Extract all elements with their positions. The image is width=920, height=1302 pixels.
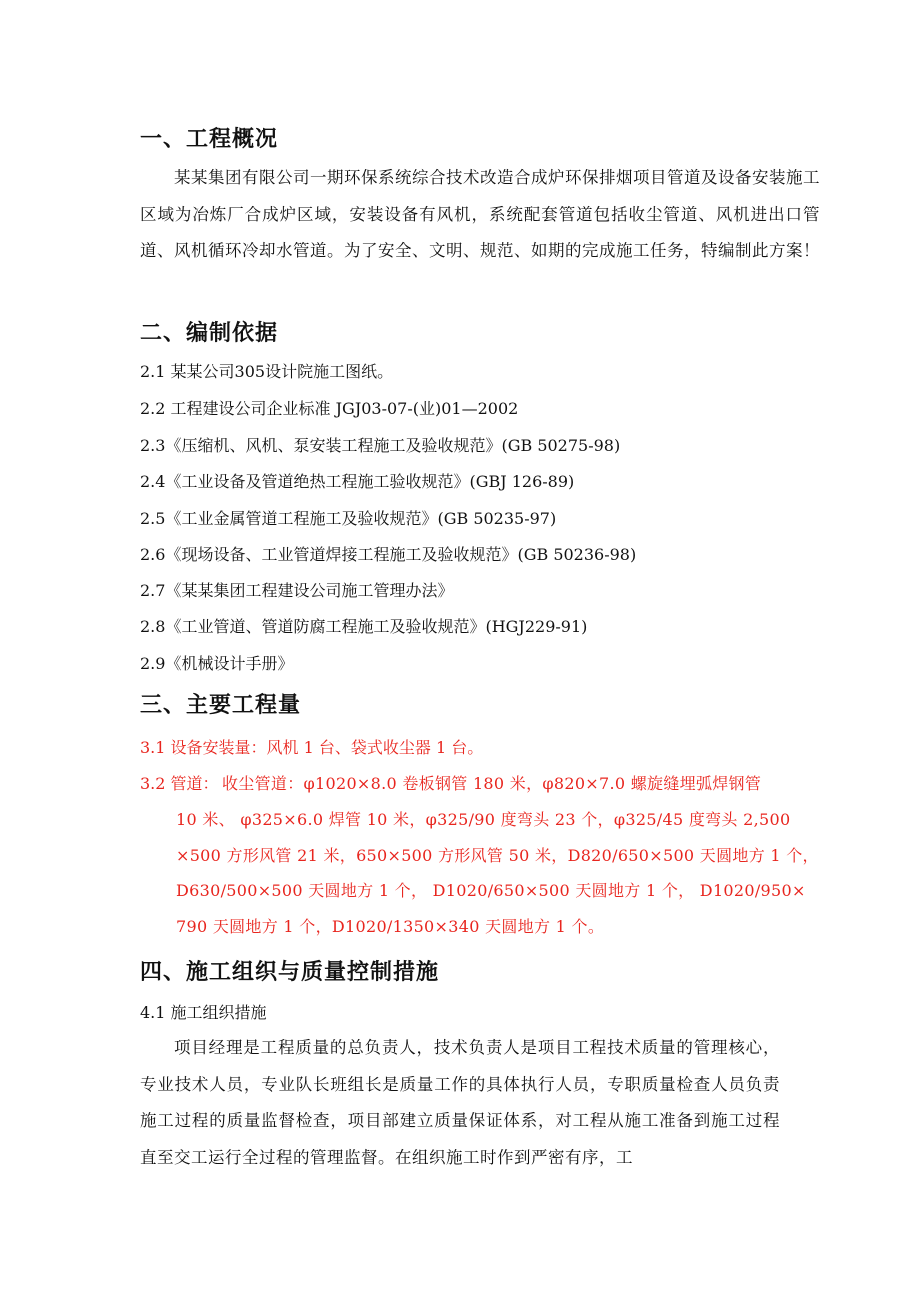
basis-item-9: 2.9《机械设计手册》: [140, 654, 294, 673]
basis-item-1: 2.1 某某公司305设计院施工图纸。: [140, 362, 394, 381]
section-4-1-body: 项目经理是工程质量的总负责人，技术负责人是项目工程技术质量的管理核心，专业技术人员，专业队长班组长是质量工作的具体执行人员，专职质量检查人员负责施工过程的质量监督检查，项目部建立质量保证体系，对工程从施工准备到施工过程直至交工运行全过程的管理监督。在组织施工时作到严密有序，工: [140, 1038, 780, 1167]
quantity-item-2-line-4: D630/500×500 天圆地方 1 个， D1020/650×500 天圆地方 1 个， D1020/950×: [176, 881, 806, 900]
section-4-title: 四、施工组织与质量控制措施: [140, 960, 440, 985]
basis-item-7: 2.7《某某集团工程建设公司施工管理办法》: [140, 581, 454, 600]
basis-item-4: 2.4《工业设备及管道绝热工程施工验收规范》(GBJ 126-89): [140, 472, 575, 491]
section-1-body: 某某集团有限公司一期环保系统综合技术改造合成炉环保排烟项目管道及设备安装施工区域为冶炼厂合成炉区域，安装设备有风机，系统配套管道包括收尘管道、风机进出口管道、风机循环冷却水管道。为了安全、文明、规范、如期的完成施工任务，特编制此方案！: [140, 168, 820, 260]
basis-item-3: 2.3《压缩机、风机、泵安装工程施工及验收规范》(GB 50275-98): [140, 436, 621, 455]
basis-item-5: 2.5《工业金属管道工程施工及验收规范》(GB 50235-97): [140, 509, 557, 528]
quantity-item-2-line-3: ×500 方形风管 21 米，650×500 方形风管 50 米，D820/650×500 天圆地方 1 个，: [176, 846, 819, 865]
quantity-item-2-line-5: 790 天圆地方 1 个，D1020/1350×340 天圆地方 1 个。: [176, 917, 605, 936]
quantity-item-1: 3.1 设备安装量：风机 1 台、袋式收尘器 1 台。: [140, 738, 484, 757]
quantity-item-2-line-1: 收尘管道：φ1020×8.0 卷板钢管 180 米，φ820×7.0 螺旋缝埋弧焊钢管: [222, 774, 762, 793]
section-1-title: 一、工程概况: [140, 127, 279, 152]
section-2-title: 二、编制依据: [140, 321, 279, 346]
section-4-1-title: 4.1 施工组织措施: [140, 1003, 267, 1022]
section-3-title: 三、主要工程量: [140, 693, 302, 718]
quantity-item-2-label: 3.2 管道：: [140, 774, 219, 793]
quantity-item-2-line-2: 10 米、 φ325×6.0 焊管 10 米，φ325/90 度弯头 23 个，φ325/45 度弯头 2,500: [176, 810, 791, 829]
basis-item-8: 2.8《工业管道、管道防腐工程施工及验收规范》(HGJ229-91): [140, 617, 588, 636]
basis-item-6: 2.6《现场设备、工业管道焊接工程施工及验收规范》(GB 50236-98): [140, 545, 637, 564]
basis-item-2: 2.2 工程建设公司企业标准 JGJ03-07-(业)01—2002: [140, 399, 519, 418]
